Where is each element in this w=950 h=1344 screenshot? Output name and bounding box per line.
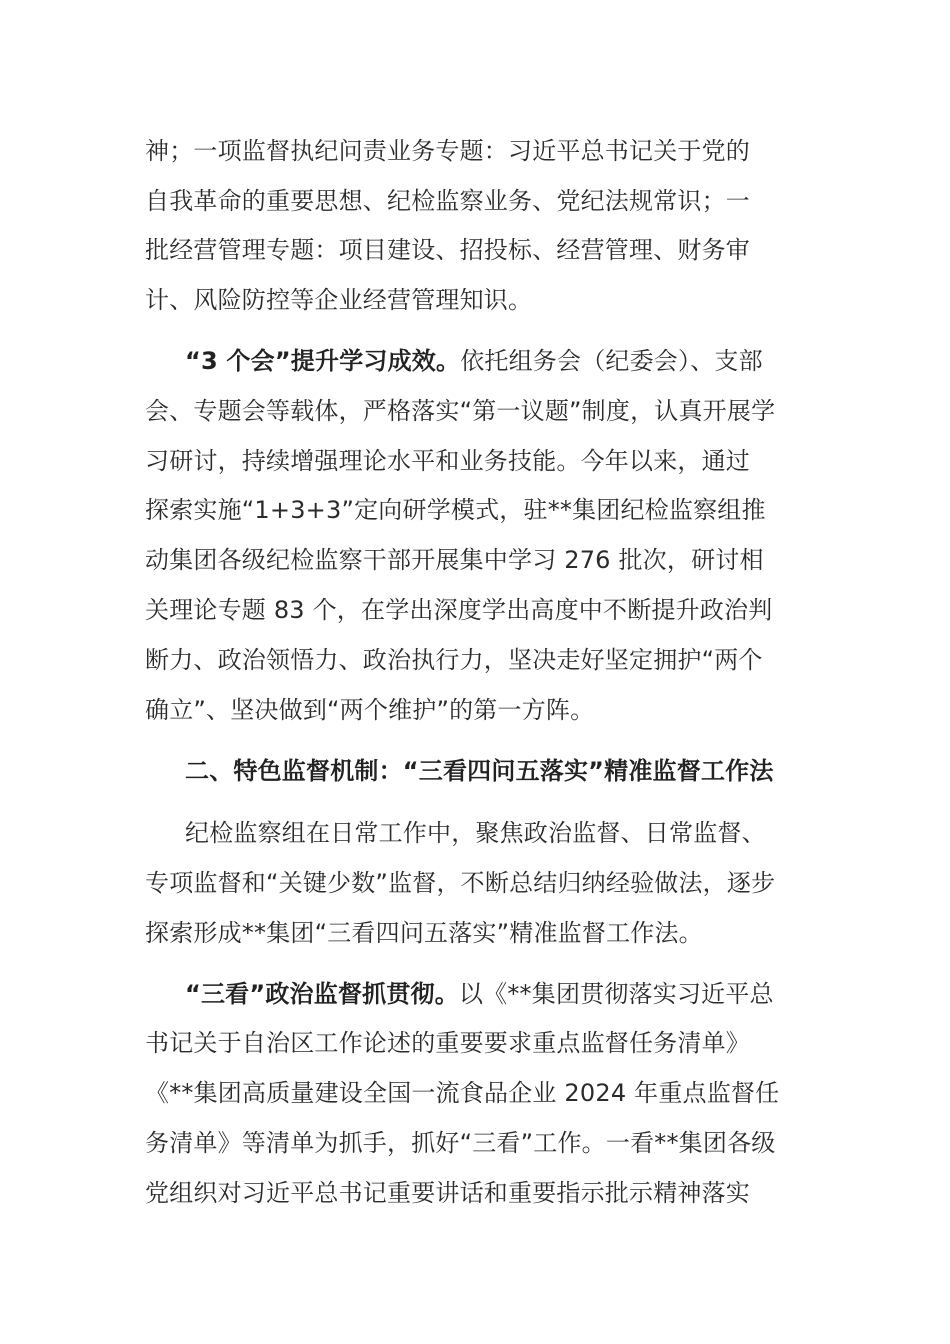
paragraph-heading: “3 个会”提升学习成效。 [185, 347, 461, 375]
body-line: 习研讨，持续增强理论水平和业务技能。今年以来，通过 [145, 447, 750, 475]
section-heading: 二、特色监督机制：“三看四问五落实”精准监督工作法 [185, 757, 774, 785]
body-line: 务清单》等清单为抓手，抓好“三看”工作。一看**集团各级 [145, 1129, 776, 1157]
body-line: 关理论专题 83 个，在学出深度学出高度中不断提升政治判 [145, 596, 773, 624]
body-line: 探索实施“1+3+3”定向研学模式，驻**集团纪检监察组推 [145, 496, 766, 524]
body-line: 批经营管理专题：项目建设、招投标、经营管理、财务审 [145, 236, 750, 264]
body-line: 断力、政治领悟力、政治执行力，坚决走好坚定拥护“两个 [145, 646, 763, 674]
body-line: 党组织对习近平总书记重要讲话和重要指示批示精神落实 [145, 1179, 750, 1207]
body-line: 专项监督和“关键少数”监督，不断总结归纳经验做法，逐步 [145, 869, 776, 897]
body-line: 《**集团高质量建设全国一流食品企业 2024 年重点监督任 [145, 1079, 780, 1107]
body-line: 书记关于自治区工作论述的重要要求重点监督任务清单》 [145, 1029, 750, 1057]
body-line: 自我革命的重要思想、纪检监察业务、党纪法规常识；一 [145, 187, 750, 215]
body-line: 会、专题会等载体，严格落实“第一议题”制度，认真开展学 [145, 397, 776, 425]
body-text: 依托组务会（纪委会）、支部 [460, 347, 763, 375]
body-line: 探索形成**集团“三看四问五落实”精准监督工作法。 [145, 919, 703, 947]
body-line: 神；一项监督执纪问责业务专题：习近平总书记关于党的 [145, 137, 750, 165]
body-line: 纪检监察组在日常工作中，聚焦政治监督、日常监督、 [185, 819, 766, 847]
body-line: 动集团各级纪检监察干部开展集中学习 276 批次，研讨相 [145, 546, 764, 574]
body-line: 计、风险防控等企业经营管理知识。 [145, 286, 533, 314]
paragraph-heading: “三看”政治监督抓贯彻。 [185, 980, 459, 1008]
body-text: 以《**集团贯彻落实习近平总 [458, 980, 774, 1008]
body-line: 确立”、坚决做到“两个维护”的第一方阵。 [145, 696, 595, 724]
paragraph-lead-line [185, 344, 815, 378]
paragraph-lead-line [185, 977, 815, 1011]
